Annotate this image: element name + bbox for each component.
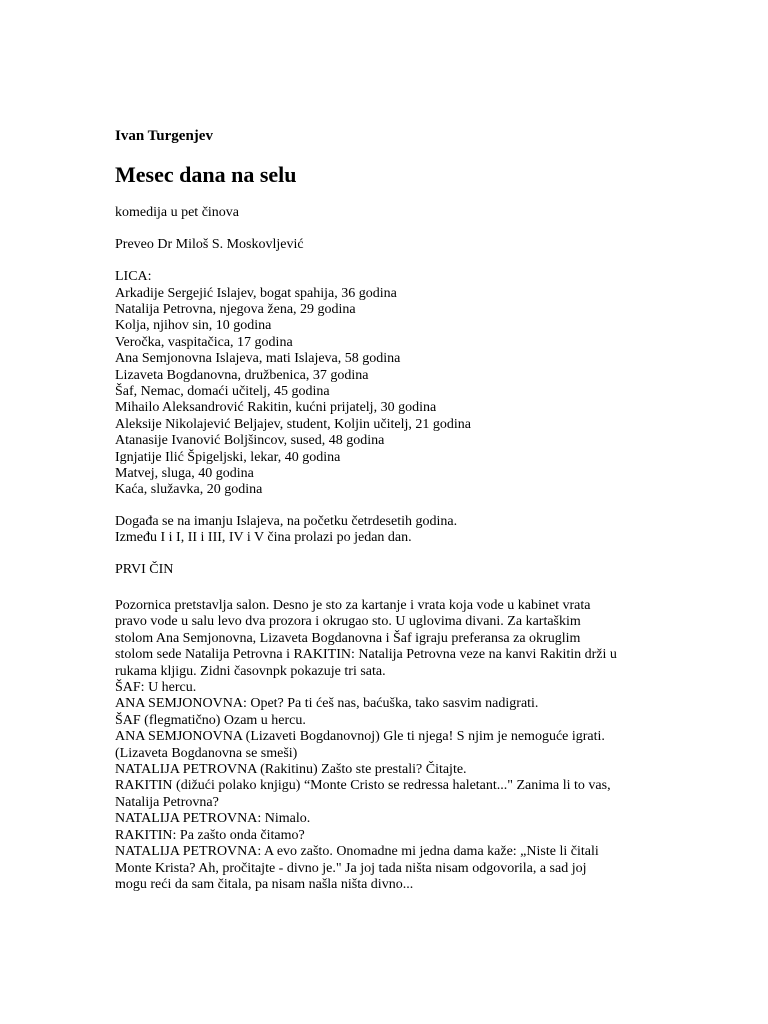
cast-item: Mihailo Aleksandrović Rakitin, kućni prijatelj, 30 godina xyxy=(115,400,437,416)
text-line: rukama kljigu. Zidni časovnpk pokazuje tri sata. xyxy=(115,663,386,679)
text-line: stolom Ana Semjonovna, Lizaveta Bogdanovna i Šaf igraju preferansa za okruglim xyxy=(115,630,581,646)
cast-item: Natalija Petrovna, njegova žena, 29 godina xyxy=(115,301,356,317)
cast-item: Ignjatije Ilić Špigeljski, lekar, 40 godina xyxy=(115,449,341,465)
cast-item: Ana Semjonovna Islajeva, mati Islajeva, 58 godina xyxy=(115,351,401,367)
play-text xyxy=(115,598,715,893)
play-subtitle: komedija u pet činova xyxy=(115,205,240,220)
cast-item: Kaća, služavka, 20 godina xyxy=(115,482,263,498)
author-name: Ivan Turgenjev xyxy=(115,128,213,144)
text-line: NATALIJA PETROVNA (Rakitinu) Zašto ste prestali? Čitajte. xyxy=(115,762,467,778)
setting-note xyxy=(115,514,715,547)
text-line: pravo vode u salu levo dva prozora i okrugao sto. U uglovima divani. Za kartaškim xyxy=(115,614,581,630)
text-line: mogu reći da sam čitala, pa nisam našla ništa divno... xyxy=(115,876,414,892)
cast-item: Matvej, sluga, 40 godina xyxy=(115,465,254,481)
text-line: ANA SEMJONOVNA: Opet? Pa ti ćeš nas, baćuška, tako sasvim nadigrati. xyxy=(115,696,539,712)
cast-item: Lizaveta Bogdanovna, družbenica, 37 godina xyxy=(115,367,369,383)
text-line: Natalija Petrovna? xyxy=(115,794,219,810)
act-heading: PRVI ČIN xyxy=(115,562,174,577)
cast-item: Arkadije Sergejić Islajev, bogat spahija, 36 godina xyxy=(115,285,397,301)
text-line: ANA SEMJONOVNA (Lizaveti Bogdanovnoj) Gle ti njega! S njim je nemoguće igrati. xyxy=(115,729,605,745)
text-line: ŠAF (flegmatično) Ozam u hercu. xyxy=(115,712,306,728)
setting-line: Između I i I, II i III, IV i V čina prolazi po jedan dan. xyxy=(115,530,412,546)
cast-item: Šaf, Nemac, domaći učitelj, 45 godina xyxy=(115,383,330,399)
text-line: NATALIJA PETROVNA: A evo zašto. Onomadne mi jedna dama kaže: „Niste li čitali xyxy=(115,844,599,860)
text-line: RAKITIN (dižući polako knjigu) “Monte Cristo se redressa haletant..." Zanima li to vas, xyxy=(115,778,611,794)
cast-item: Aleksije Nikolajević Beljajev, student, Koljin učitelj, 21 godina xyxy=(115,416,472,432)
cast-item: Atanasije Ivanović Boljšincov, sused, 48 godina xyxy=(115,433,385,449)
text-line: Monte Krista? Ah, pročitajte - divno je." Ja joj tada ništa nisam odgovorila, a sad joj xyxy=(115,860,587,876)
text-line: RAKITIN: Pa zašto onda čitamo? xyxy=(115,827,305,843)
text-line: ŠAF: U hercu. xyxy=(115,680,197,696)
cast-list xyxy=(115,286,715,499)
setting-line: Događa se na imanju Islajeva, na početku četrdesetih godina. xyxy=(115,514,458,529)
cast-item: Veročka, vaspitačica, 17 godina xyxy=(115,334,293,350)
play-title: Mesec dana na selu xyxy=(115,162,297,187)
text-line: stolom sede Natalija Petrovna i RAKITIN: Natalija Petrovna veze na kanvi Rakitin drži u xyxy=(115,647,617,663)
text-line: Pozornica pretstavlja salon. Desno je sto za kartanje i vrata koja vode u kabinet vrata xyxy=(115,598,591,613)
cast-heading: LICA: xyxy=(115,269,152,284)
text-line: (Lizaveta Bogdanovna se smeši) xyxy=(115,745,298,761)
cast-item: Kolja, njihov sin, 10 godina xyxy=(115,318,272,334)
text-line: NATALIJA PETROVNA: Nimalo. xyxy=(115,811,311,827)
translator-credit: Preveo Dr Miloš S. Moskovljević xyxy=(115,237,304,252)
